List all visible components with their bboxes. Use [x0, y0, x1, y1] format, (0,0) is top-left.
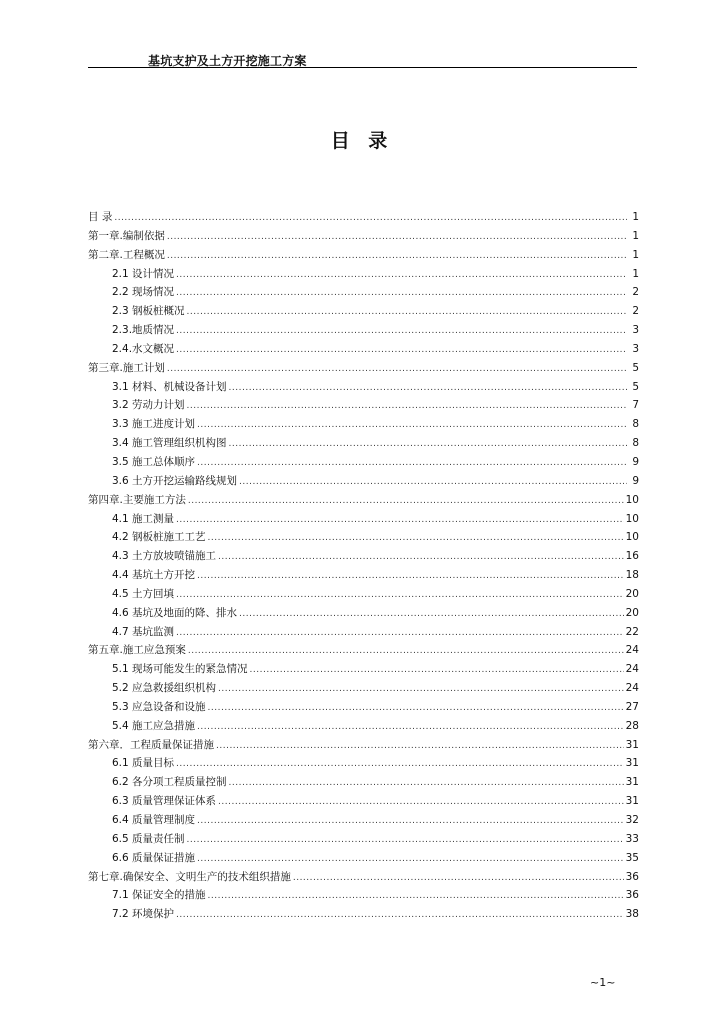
toc-dot-leader [176, 284, 627, 303]
toc-dot-leader [167, 247, 627, 266]
running-header-title: 基坑支护及土方开挖施工方案 [148, 54, 307, 68]
toc-entry[interactable] [88, 811, 639, 830]
toc-entry-title: 第七章.确保安全、文明生产的技术组织措施 [88, 870, 291, 883]
toc-dot-leader [176, 755, 624, 774]
toc-entry-page: 2 [632, 305, 639, 318]
toc-dot-leader [208, 529, 624, 548]
toc-entry-title: 2.3.地质情况 [112, 324, 175, 337]
toc-dot-leader [197, 567, 624, 586]
toc-entry-title: 3.1 材料、机械设备计划 [112, 380, 227, 393]
toc-entry[interactable] [88, 641, 639, 660]
page-title: 目 录 [330, 130, 394, 152]
toc-dot-leader [197, 454, 627, 473]
toc-dot-leader [176, 322, 627, 341]
toc-entry-title: 4.6 基坑及地面的降、排水 [112, 606, 238, 619]
toc-dot-leader [188, 492, 624, 511]
toc-dot-leader [176, 266, 627, 285]
toc-entry-page: 5 [632, 361, 639, 374]
toc-entry-page: 8 [632, 437, 639, 450]
toc-entry[interactable] [88, 698, 639, 717]
toc-entry[interactable] [88, 604, 639, 623]
toc-dot-leader [229, 774, 624, 793]
toc-dot-leader [229, 435, 627, 454]
toc-dot-leader [216, 737, 624, 756]
toc-entry-page: 1 [632, 211, 639, 223]
toc-entry[interactable] [88, 679, 639, 698]
toc-dot-leader [239, 605, 624, 624]
toc-entry-title: 7.2 环境保护 [112, 908, 175, 921]
toc-entry-title: 3.2 劳动力计划 [112, 399, 185, 412]
toc-entry[interactable] [88, 283, 639, 302]
toc-entry[interactable] [88, 736, 639, 755]
toc-entry[interactable] [88, 321, 639, 340]
toc-entry-page: 9 [632, 474, 639, 487]
toc-entry[interactable] [88, 472, 639, 491]
toc-dot-leader [188, 642, 624, 661]
toc-entry[interactable] [88, 208, 639, 227]
toc-entry-page: 7 [632, 399, 639, 412]
table-of-contents [88, 208, 639, 924]
toc-entry[interactable] [88, 547, 639, 566]
toc-entry-page: 3 [632, 324, 639, 337]
toc-entry-title: 2.2 现场情况 [112, 286, 175, 299]
toc-entry-page: 33 [625, 832, 639, 845]
toc-entry-page: 2 [632, 286, 639, 299]
toc-entry-title: 第三章.施工计划 [88, 361, 165, 374]
toc-entry[interactable] [88, 265, 639, 284]
toc-entry-title: 5.4 施工应急措施 [112, 719, 196, 732]
toc-entry-page: 9 [632, 455, 639, 468]
toc-entry[interactable] [88, 434, 639, 453]
toc-entry-title: 6.5 质量责任制 [112, 832, 185, 845]
toc-entry-page: 27 [625, 700, 639, 713]
toc-dot-leader [167, 360, 627, 379]
toc-entry-page: 31 [625, 738, 639, 751]
toc-dot-leader [208, 887, 624, 906]
toc-entry-page: 10 [625, 531, 639, 544]
toc-entry-page: 1 [632, 267, 639, 280]
toc-dot-leader [176, 586, 624, 605]
toc-entry[interactable] [88, 905, 639, 924]
toc-dot-leader [167, 228, 627, 247]
toc-dot-leader [218, 793, 624, 812]
page-number: ~1~ [590, 976, 616, 989]
toc-entry-page: 24 [625, 663, 639, 676]
toc-entry-page: 32 [625, 814, 639, 826]
toc-dot-leader [197, 416, 627, 435]
toc-entry-title: 3.5 施工总体顺序 [112, 455, 196, 468]
toc-entry-page: 31 [625, 776, 639, 789]
toc-entry[interactable] [88, 246, 639, 265]
toc-entry-page: 8 [632, 418, 639, 431]
toc-entry[interactable] [88, 792, 639, 811]
toc-dot-leader [218, 548, 624, 567]
toc-entry-page: 20 [625, 606, 639, 619]
toc-entry-title: 6.6 质量保证措施 [112, 851, 196, 864]
toc-entry-title: 4.5 土方回填 [112, 587, 175, 600]
toc-entry-page: 18 [625, 569, 639, 582]
toc-entry-page: 24 [625, 682, 639, 695]
toc-entry-title: 第二章.工程概况 [88, 248, 165, 261]
toc-entry-page: 1 [632, 248, 639, 261]
toc-dot-leader [187, 303, 627, 322]
toc-entry-title: 第五章.施工应急预案 [88, 644, 186, 657]
toc-dot-leader [239, 473, 627, 492]
toc-dot-leader [208, 699, 624, 718]
toc-entry-title: 6.2 各分项工程质量控制 [112, 776, 227, 789]
toc-dot-leader [176, 341, 627, 360]
toc-entry[interactable] [88, 491, 639, 510]
toc-entry[interactable] [88, 340, 639, 359]
toc-entry[interactable] [88, 396, 639, 415]
toc-dot-leader [197, 718, 624, 737]
toc-dot-leader [187, 831, 624, 850]
toc-entry-title: 2.4.水文概况 [112, 342, 175, 355]
toc-entry-title: 4.1 施工测量 [112, 512, 175, 525]
toc-entry-title: 6.3 质量管理保证体系 [112, 795, 217, 808]
toc-dot-leader [176, 624, 624, 643]
toc-entry[interactable] [88, 227, 639, 246]
toc-entry-page: 5 [632, 380, 639, 393]
toc-entry-title: 4.2 钢板桩施工工艺 [112, 531, 206, 544]
toc-entry-page: 20 [625, 587, 639, 600]
toc-entry[interactable] [88, 359, 639, 378]
toc-dot-leader [293, 869, 624, 888]
toc-entry-title: 4.4 基坑土方开挖 [112, 569, 196, 582]
toc-dot-leader [176, 906, 624, 925]
toc-entry[interactable] [88, 415, 639, 434]
toc-dot-leader [250, 661, 624, 680]
toc-entry-title: 6.1 质量目标 [112, 757, 175, 770]
toc-entry-title: 第一章.编制依据 [88, 229, 165, 242]
toc-entry-title: 3.4 施工管理组织机构图 [112, 437, 227, 450]
toc-entry[interactable] [88, 868, 639, 887]
toc-entry-title: 4.3 土方放坡喷锚施工 [112, 550, 217, 563]
toc-entry-page: 36 [625, 889, 639, 902]
toc-entry-page: 35 [625, 851, 639, 864]
toc-entry-title: 目 录 [88, 211, 113, 223]
toc-entry[interactable] [88, 453, 639, 472]
toc-entry-title: 7.1 保证安全的措施 [112, 889, 206, 902]
toc-entry-page: 10 [625, 512, 639, 525]
toc-entry-page: 3 [632, 342, 639, 355]
toc-entry[interactable] [88, 754, 639, 773]
toc-dot-leader [197, 812, 624, 831]
toc-entry[interactable] [88, 566, 639, 585]
toc-entry-page: 16 [625, 550, 639, 563]
toc-entry-title: 6.4 质量管理制度 [112, 814, 196, 826]
toc-entry-title: 5.3 应急设备和设施 [112, 700, 206, 713]
toc-entry[interactable] [88, 528, 639, 547]
toc-dot-leader [176, 511, 624, 530]
toc-dot-leader [229, 379, 627, 398]
toc-entry[interactable] [88, 849, 639, 868]
toc-entry[interactable] [88, 773, 639, 792]
toc-entry-title: 4.7 基坑监测 [112, 625, 175, 638]
header-divider [88, 67, 637, 68]
toc-entry[interactable] [88, 378, 639, 397]
toc-entry[interactable] [88, 660, 639, 679]
toc-entry-page: 1 [632, 229, 639, 242]
toc-entry-page: 28 [625, 719, 639, 732]
toc-entry-title: 3.3 施工进度计划 [112, 418, 196, 431]
toc-entry[interactable] [88, 717, 639, 736]
toc-entry-page: 24 [625, 644, 639, 657]
toc-entry-title: 第六章．工程质量保证措施 [88, 738, 214, 751]
toc-entry[interactable] [88, 585, 639, 604]
toc-entry[interactable] [88, 302, 639, 321]
toc-entry[interactable] [88, 886, 639, 905]
toc-dot-leader [197, 850, 624, 869]
toc-entry-title: 2.3 钢板桩概况 [112, 305, 185, 318]
toc-entry-title: 2.1 设计情况 [112, 267, 175, 280]
toc-entry-title: 3.6 土方开挖运输路线规划 [112, 474, 238, 487]
toc-entry-page: 38 [625, 908, 639, 921]
toc-entry-page: 36 [625, 870, 639, 883]
toc-entry-page: 31 [625, 795, 639, 808]
toc-entry-page: 31 [625, 757, 639, 770]
toc-dot-leader [218, 680, 624, 699]
toc-entry-title: 5.2 应急救援组织机构 [112, 682, 217, 695]
toc-dot-leader [187, 397, 627, 416]
toc-entry[interactable] [88, 830, 639, 849]
toc-entry-page: 22 [625, 625, 639, 638]
toc-entry-title: 5.1 现场可能发生的紧急情况 [112, 663, 248, 676]
toc-dot-leader [114, 209, 627, 228]
toc-entry[interactable] [88, 623, 639, 642]
toc-entry-title: 第四章.主要施工方法 [88, 493, 186, 506]
toc-entry-page: 10 [625, 493, 639, 506]
toc-entry[interactable] [88, 510, 639, 529]
